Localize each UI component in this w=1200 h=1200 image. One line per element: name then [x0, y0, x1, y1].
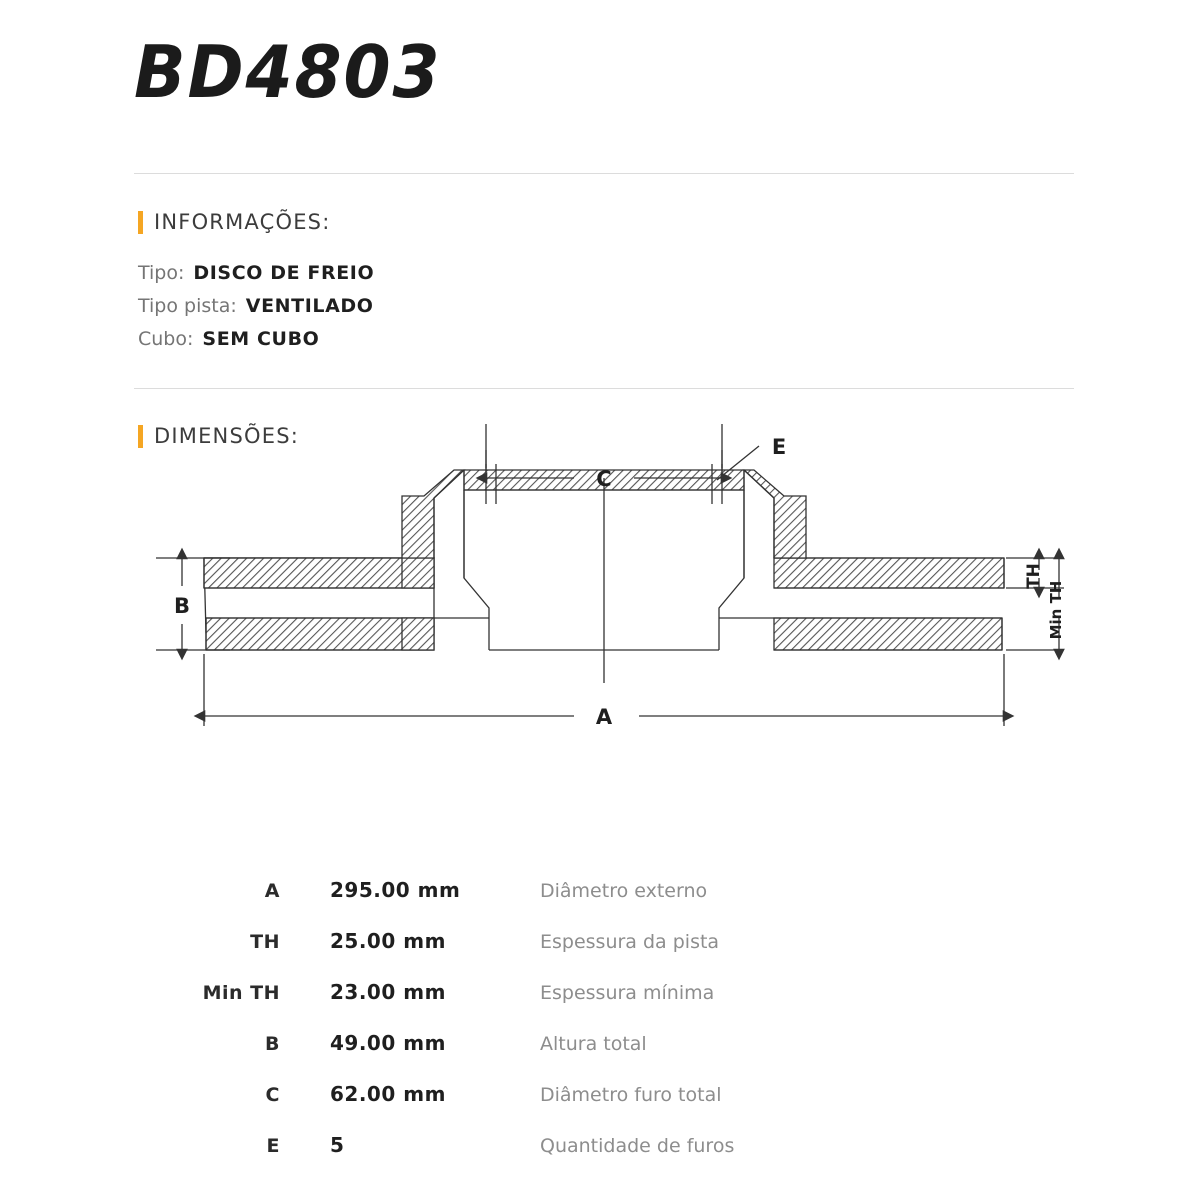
dim-label-e: E: [771, 435, 787, 459]
dim-description: Diâmetro furo total: [540, 1084, 722, 1106]
table-row: [170, 878, 1070, 929]
dim-description: Diâmetro externo: [540, 880, 708, 902]
table-row: [170, 1082, 1070, 1133]
table-row: [170, 929, 1070, 980]
dim-description: Espessura da pista: [540, 931, 720, 953]
dim-key: TH: [250, 931, 280, 953]
dim-value: 5: [330, 1133, 345, 1157]
info-value: SEM CUBO: [202, 328, 320, 350]
info-row: [138, 295, 1074, 317]
info-value: DISCO DE FREIO: [193, 262, 375, 284]
section-title-dimensoes: DIMENSÕES:: [154, 424, 299, 448]
dim-label-c: C: [596, 467, 612, 491]
dim-label-a: A: [595, 705, 613, 729]
info-label: Tipo pista:: [138, 295, 237, 317]
section-title-informacoes: INFORMAÇÕES:: [154, 210, 331, 234]
info-row: [138, 328, 1074, 350]
dim-key: A: [264, 880, 280, 902]
table-row: [170, 1133, 1070, 1184]
title-block: [134, 14, 1074, 174]
info-list: [138, 262, 1074, 361]
section-header-dimensoes: [138, 424, 299, 448]
dim-key: E: [266, 1135, 280, 1157]
table-row: [170, 1031, 1070, 1082]
accent-bar-icon: [138, 211, 143, 234]
info-label: Cubo:: [138, 328, 194, 350]
info-row: [138, 262, 1074, 284]
info-label: Tipo:: [138, 262, 185, 284]
dim-key: B: [265, 1033, 280, 1055]
dim-label-min-th: Min TH: [1047, 580, 1065, 640]
accent-bar-icon: [138, 425, 143, 448]
dim-description: Espessura mínima: [540, 982, 715, 1004]
dim-label-b: B: [173, 594, 191, 618]
section-header-informacoes: [138, 210, 330, 234]
dimensions-table: [170, 878, 1070, 1184]
dim-key: C: [265, 1084, 280, 1106]
dim-value: 23.00 mm: [330, 980, 446, 1004]
table-row: [170, 980, 1070, 1031]
dim-value: 62.00 mm: [330, 1082, 446, 1106]
dim-value: 295.00 mm: [330, 878, 461, 902]
dim-description: Altura total: [540, 1033, 647, 1055]
page-title: BD4803: [134, 30, 442, 114]
dim-label-th: TH: [1024, 563, 1044, 589]
info-value: VENTILADO: [245, 295, 374, 317]
dim-value: 25.00 mm: [330, 929, 446, 953]
dim-value: 49.00 mm: [330, 1031, 446, 1055]
section-divider: [134, 388, 1074, 389]
dim-key: Min TH: [202, 982, 280, 1004]
dim-description: Quantidade de furos: [540, 1135, 735, 1157]
